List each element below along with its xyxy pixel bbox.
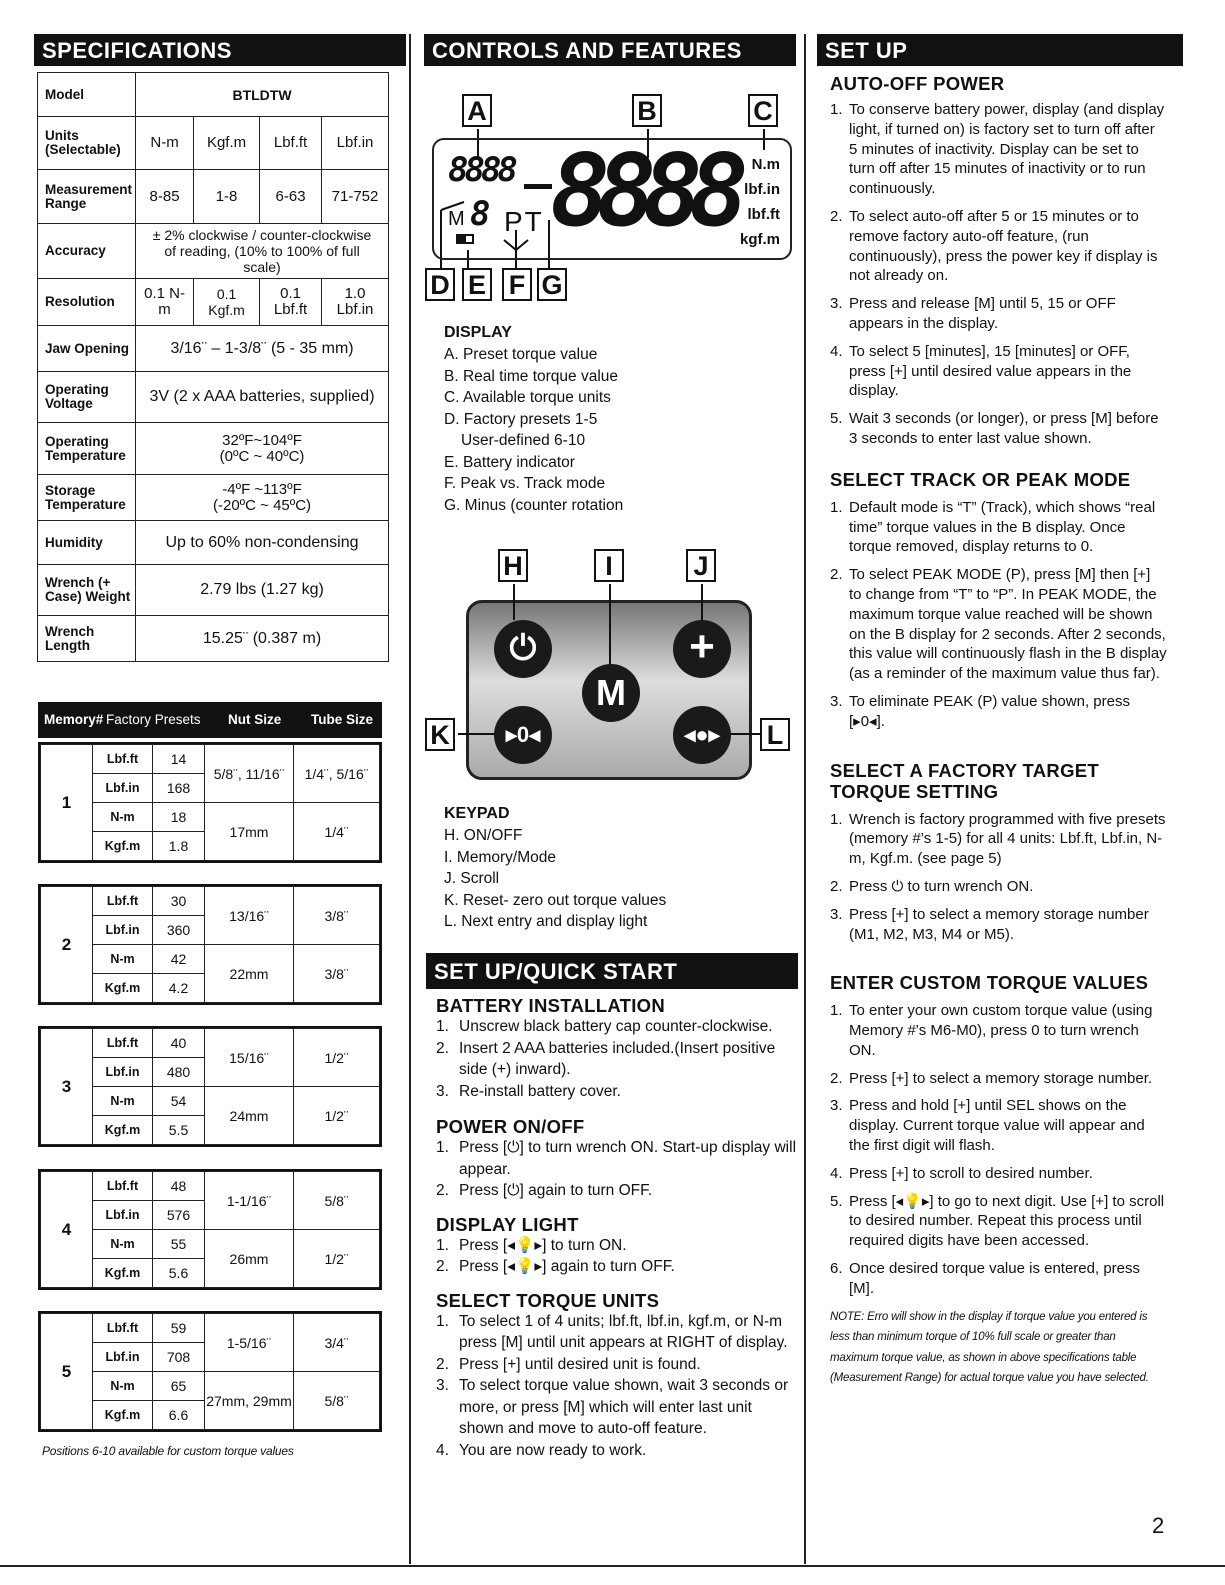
lcd-units: [740, 152, 780, 252]
custom-title: ENTER CUSTOM TORQUE VALUES: [830, 972, 1149, 994]
preset-value: 5.6: [153, 1259, 205, 1288]
step-item: [830, 692, 1167, 732]
step-item: [436, 1235, 798, 1257]
step-item: [830, 1192, 1167, 1251]
unit-label: Lbf.in: [93, 1343, 153, 1372]
spec-label: Storage Temperature: [38, 475, 136, 521]
spec-label: Humidity: [38, 521, 136, 565]
memory-number: 5: [41, 1314, 93, 1430]
step-number: 3.: [436, 1082, 449, 1100]
nut-size: 17mm: [205, 803, 294, 861]
nut-size: 1-5/16¨: [205, 1314, 294, 1372]
memory-number: 4: [41, 1172, 93, 1288]
step-number: 2.: [830, 207, 843, 225]
step-number: 2.: [436, 1182, 449, 1199]
display-title: DISPLAY: [444, 324, 512, 341]
tube-size: 5/8¨: [294, 1172, 380, 1230]
nut-size-header: Nut Size: [228, 712, 282, 727]
spec-value-line: 32ºF~104ºF: [222, 431, 302, 449]
spec-label: Resolution: [38, 279, 136, 326]
lcd-display: [432, 132, 792, 260]
step-number: 2.: [830, 877, 843, 895]
step-number: 1.: [830, 810, 843, 828]
preset-value: 480: [153, 1058, 205, 1087]
spec-value: 0.1 Kgf.m: [194, 279, 260, 326]
step-number: 6.: [830, 1260, 843, 1278]
legend-item: H. ON/OFF: [444, 827, 523, 844]
nut-size: 27mm, 29mm: [205, 1372, 294, 1430]
step-item: [436, 1081, 798, 1103]
step-item: [830, 1259, 1167, 1299]
spec-value: 3V (2 x AAA batteries, supplied): [136, 372, 389, 423]
step-item: [436, 1440, 798, 1462]
step-number: 1.: [436, 1018, 449, 1035]
step-number: 1.: [436, 1312, 449, 1330]
step-text: To eliminate PEAK (P) value shown, press [▸0◂].: [849, 692, 1130, 730]
legend-item: K. Reset- zero out torque values: [444, 891, 667, 909]
unit-label: N-m: [93, 1230, 153, 1259]
presets-header: Factory Presets: [106, 712, 201, 727]
legend-item: E. Battery indicator: [444, 453, 575, 471]
step-item: [436, 1137, 798, 1180]
step-item: [830, 207, 1167, 286]
setup-note: NOTE: Erro will show in the display if torque value you entered is less than minimum torque of 10% full scale or greater than maximum torque value, as shown in above specifications table (Measurement Range) for actual torque value you have selected.: [830, 1310, 1149, 1385]
label-a: A: [462, 94, 492, 127]
unit-label: Kgf.m: [93, 1401, 153, 1430]
preset-value: 708: [153, 1343, 205, 1372]
tube-size: 3/4¨: [294, 1314, 380, 1372]
nut-size: 15/16¨: [205, 1029, 294, 1087]
step-text: To enter your own custom torque value (using Memory #’s M6-M0), press 0 to turn wrench ON.: [849, 1002, 1153, 1059]
preset-value: 4.2: [153, 974, 205, 1003]
memory-number: 3: [41, 1029, 93, 1145]
spec-value: Lbf.in: [322, 117, 389, 170]
spec-label: Accuracy: [38, 224, 136, 279]
spec-label: Operating Temperature: [38, 423, 136, 475]
legend-item: User-defined 6-10: [461, 432, 586, 449]
step-number: 2.: [830, 566, 843, 584]
step-text: Press ⏻ to turn wrench ON.: [849, 877, 1034, 895]
step-text: Press [◂💡▸] to turn ON.: [459, 1236, 627, 1254]
label-i: I: [594, 549, 624, 582]
memory-number: 2: [41, 887, 93, 1003]
preset-value: 59: [153, 1314, 205, 1343]
step-text: To select auto-off after 5 or 15 minutes or to remove factory auto-off feature, (run continuously), press the power key if display is not already on.: [849, 207, 1158, 285]
preset-value: 40: [153, 1029, 205, 1058]
unit-label: Lbf.in: [93, 1058, 153, 1087]
step-item: [830, 1069, 1167, 1089]
step-item: [436, 1038, 798, 1081]
step-number: 4.: [436, 1441, 449, 1459]
step-text: Press [+] until desired unit is found.: [459, 1355, 701, 1373]
preset-value: 14: [153, 745, 205, 774]
unit-label: Lbf.ft: [93, 1172, 153, 1201]
preset-value: 48: [153, 1172, 205, 1201]
battery-title: BATTERY INSTALLATION: [436, 995, 666, 1016]
nut-size: 1-1/16¨: [205, 1172, 294, 1230]
lcd-peak-track: PT: [504, 206, 544, 237]
spec-label: Wrench Length: [38, 616, 136, 662]
step-item: [830, 498, 1167, 557]
legend-item: B. Real time torque value: [444, 367, 619, 385]
step-item: [436, 1256, 798, 1278]
keypad-legend: [444, 803, 784, 933]
step-text: Press [⏻] again to turn OFF.: [459, 1182, 653, 1199]
unit-label: Lbf.in: [93, 774, 153, 803]
lcd-small-digits: 8888: [448, 150, 514, 190]
track-title: SELECT TRACK OR PEAK MODE: [830, 468, 1131, 490]
step-text: Press [+] to select a memory storage number.: [849, 1069, 1153, 1087]
unit-label: Kgf.m: [93, 1116, 153, 1145]
tube-size: 1/4¨, 5/16¨: [294, 745, 380, 803]
preset-value: 18: [153, 803, 205, 832]
step-text: Press [◂💡▸] again to turn OFF.: [459, 1258, 675, 1275]
lcd-m-digit: 8: [470, 194, 491, 234]
battery-level: [458, 236, 466, 242]
nut-size: 5/8¨, 11/16¨: [205, 745, 294, 803]
step-number: 3.: [830, 295, 843, 313]
unit-label: N-m: [93, 1372, 153, 1401]
label-h: H: [498, 549, 528, 582]
label-j: J: [686, 549, 716, 582]
spec-value: 1-8: [194, 170, 260, 224]
unit-label: Lbf.in: [93, 1201, 153, 1230]
spec-label: Model: [38, 73, 136, 117]
step-number: 2.: [436, 1039, 449, 1057]
unit-label: Lbf.ft: [93, 887, 153, 916]
reset-zero-button[interactable]: ▸0◂: [494, 706, 552, 764]
lcd-big-digits: 8888: [550, 132, 735, 249]
spec-value: Lbf.ft: [260, 117, 322, 170]
step-number: 2.: [436, 1258, 449, 1275]
label-e: E: [462, 268, 492, 301]
preset-value: 42: [153, 945, 205, 974]
unit-label: Kgf.m: [93, 832, 153, 861]
quick-start-section: [426, 953, 798, 1461]
step-text: Unscrew black battery cap counter-clockwise.: [459, 1018, 773, 1035]
spec-value: 6-63: [260, 170, 322, 224]
nut-size: 13/16¨: [205, 887, 294, 945]
specifications-title: SPECIFICATIONS: [34, 34, 406, 66]
units-title: SELECT TORQUE UNITS: [436, 1289, 660, 1311]
page-number: 2: [1152, 1513, 1165, 1538]
step-number: 3.: [830, 692, 843, 710]
step-text: Press [⏻] to turn wrench ON. Start-up display will appear.: [459, 1139, 797, 1178]
step-item: [830, 294, 1167, 334]
step-number: 1.: [436, 1139, 449, 1156]
legend-item: I. Memory/Mode: [444, 848, 556, 866]
spec-value: 71-752: [322, 170, 389, 224]
specifications-section: [34, 34, 406, 662]
setup-section: [817, 34, 1183, 1389]
tube-size: 3/8¨: [294, 887, 380, 945]
spec-value-line: (0ºC ~ 40ºC): [219, 447, 305, 465]
spec-label: Measurement Range: [38, 170, 136, 224]
spec-value: 15.25¨ (0.387 m): [136, 616, 389, 662]
step-item: [830, 342, 1167, 401]
step-text: To select PEAK MODE (P), press [M] then [+] to change from “T” to “P”. In PEAK MODE, the maximum torque value reached will be shown on the B display for 2 seconds. After 2 seconds, this value will continuously flash in the B display (as a reminder of the maximum value thus far).: [849, 566, 1167, 683]
label-f: F: [502, 268, 532, 301]
step-item: [436, 1311, 798, 1354]
step-item: [830, 810, 1167, 869]
step-item: [436, 1354, 798, 1376]
step-number: 1.: [830, 498, 843, 516]
step-number: 1.: [830, 1002, 843, 1020]
step-text: Re-install battery cover.: [459, 1082, 621, 1100]
memory-number: 1: [41, 745, 93, 861]
spec-value: 0.1 Lbf.ft: [260, 279, 322, 326]
spec-label: Wrench (+ Case) Weight: [38, 565, 136, 616]
legend-item: D. Factory presets 1-5: [444, 410, 598, 428]
label-c: C: [748, 94, 778, 127]
legend-item: F. Peak vs. Track mode: [444, 475, 606, 492]
spec-value: Up to 60% non-condensing: [136, 521, 389, 565]
unit-label: N-m: [93, 1087, 153, 1116]
step-number: 4.: [830, 1164, 843, 1182]
battery-icon: [456, 234, 474, 244]
unit-label: Lbf.in: [93, 916, 153, 945]
nut-size: 24mm: [205, 1087, 294, 1145]
specifications-table: [37, 72, 389, 662]
keypad-diagram: [424, 548, 804, 788]
tube-size: 5/8¨: [294, 1372, 380, 1430]
step-item: [436, 1375, 798, 1440]
spec-value: 3/16¨ – 1-3/8¨ (5 - 35 mm): [136, 326, 389, 372]
spec-value-line: (-20ºC ~ 45ºC): [212, 496, 312, 514]
lcd-m-label: M: [448, 208, 465, 230]
spec-value: ± 2% clockwise / counter-clockwise of reading, (10% to 100% of full scale): [136, 224, 389, 279]
label-k: K: [425, 718, 455, 751]
spec-value: 2.79 lbs (1.27 kg): [136, 565, 389, 616]
step-number: 3.: [830, 1097, 843, 1115]
preset-value: 168: [153, 774, 205, 803]
step-item: [830, 905, 1167, 945]
controls-title: CONTROLS AND FEATURES: [424, 34, 796, 66]
step-item: [830, 1164, 1167, 1184]
spec-value: 1.0 Lbf.in: [322, 279, 389, 326]
quick-start-title: SET UP/QUICK START: [426, 953, 798, 989]
lcd-minus-sign: [524, 184, 552, 189]
spec-value: [136, 423, 389, 475]
step-text: Press [◂💡▸] to go to next digit. Use [+] to scroll to desired number. Repeat this process until required digits have been accessed.: [849, 1192, 1165, 1250]
step-text: Press [+] to scroll to desired number.: [849, 1164, 1093, 1182]
step-text: To select 1 of 4 units; lbf.ft, lbf.in, kgf.m, or N-m press [M] until unit appears at RIGHT of display.: [459, 1312, 788, 1351]
display-legend: [444, 322, 784, 516]
step-text: Once desired torque value is entered, press [M].: [849, 1260, 1140, 1297]
step-text: Default mode is “T” (Track), which shows “real time” torque values in the B display. Once torque removed, display returns to 0.: [849, 498, 1156, 556]
memory-presets-header: [38, 702, 382, 738]
step-number: 1.: [436, 1236, 449, 1254]
tube-size: 1/4¨: [294, 803, 380, 861]
memory-group: [38, 1026, 382, 1147]
step-text: Insert 2 AAA batteries included.(Insert positive side (+) inward).: [459, 1039, 776, 1078]
memory-footnote: Positions 6-10 available for custom torque values: [42, 1444, 294, 1458]
legend-item: C. Available torque units: [444, 389, 611, 406]
memory-header: Memory#: [44, 712, 104, 727]
unit-kgfm: kgf.m: [739, 231, 780, 248]
legend-item: G. Minus (counter rotation: [444, 496, 624, 514]
step-item: [436, 1016, 798, 1038]
preset-value: 360: [153, 916, 205, 945]
step-number: 5.: [830, 410, 843, 428]
spec-value: [136, 475, 389, 521]
tube-size: 3/8¨: [294, 945, 380, 1003]
unit-label: N-m: [93, 803, 153, 832]
legend-item: L. Next entry and display light: [444, 913, 648, 930]
mode-button[interactable]: M: [582, 664, 640, 722]
preset-value: 54: [153, 1087, 205, 1116]
step-number: 2.: [436, 1355, 449, 1373]
step-text: Wrench is factory programmed with five presets (memory #’s 1-5) for all 4 units: Lbf.ft, Lbf.in, N-m, Kgf.m. (see page 5): [849, 810, 1166, 868]
spec-value-line: -4ºF ~113ºF: [222, 480, 302, 498]
step-text: You are now ready to work.: [459, 1441, 647, 1459]
tube-size: 1/2¨: [294, 1230, 380, 1288]
step-item: [830, 565, 1167, 684]
step-text: Press and release [M] until 5, 15 or OFF appears in the display.: [849, 295, 1116, 332]
light-next-button[interactable]: ◂●▸: [673, 706, 731, 764]
unit-nm: N.m: [751, 156, 780, 173]
unit-label: Kgf.m: [93, 1259, 153, 1288]
step-item: [830, 877, 1167, 897]
factory-title: SELECT A FACTORY TARGET TORQUE SETTING: [830, 759, 1099, 802]
step-item: [830, 1096, 1167, 1155]
unit-label: N-m: [93, 945, 153, 974]
scroll-plus-button[interactable]: +: [673, 620, 731, 678]
unit-label: Lbf.ft: [93, 745, 153, 774]
step-item: [436, 1180, 798, 1202]
bottom-rule: [0, 1565, 1225, 1567]
preset-value: 1.8: [153, 832, 205, 861]
memory-group: [38, 1169, 382, 1290]
spec-label: Operating Voltage: [38, 372, 136, 423]
step-number: 1.: [830, 101, 843, 118]
legend-item: J. Scroll: [444, 870, 500, 887]
spec-value: Kgf.m: [194, 117, 260, 170]
step-number: 5.: [830, 1192, 843, 1210]
spec-value: N-m: [136, 117, 194, 170]
step-text: Press and hold [+] until SEL shows on the display. Current torque value will appear and the first digit will flash.: [849, 1097, 1145, 1155]
step-item: [830, 1001, 1167, 1060]
label-d: D: [425, 268, 455, 301]
tube-size: 1/2¨: [294, 1087, 380, 1145]
step-text: Wait 3 seconds (or longer), or press [M] before 3 seconds to enter last value shown.: [849, 410, 1159, 447]
unit-label: Lbf.ft: [93, 1029, 153, 1058]
preset-value: 5.5: [153, 1116, 205, 1145]
step-item: [830, 409, 1167, 449]
unit-label: Lbf.ft: [93, 1314, 153, 1343]
step-number: 3.: [830, 905, 843, 923]
preset-value: 6.6: [153, 1401, 205, 1430]
nut-size: 22mm: [205, 945, 294, 1003]
label-b: B: [632, 94, 662, 127]
step-text: Press [+] to select a memory storage number (M1, M2, M3, M4 or M5).: [849, 905, 1149, 943]
label-l: L: [760, 718, 790, 751]
preset-value: 576: [153, 1201, 205, 1230]
spec-label: Jaw Opening: [38, 326, 136, 372]
power-title: POWER ON/OFF: [436, 1116, 585, 1137]
tube-size: 1/2¨: [294, 1029, 380, 1087]
memory-group: [38, 742, 382, 863]
step-item: [830, 100, 1167, 199]
unit-lbfft: lbf.ft: [747, 206, 780, 223]
setup-title: SET UP: [817, 34, 1183, 66]
preset-value: 30: [153, 887, 205, 916]
step-number: 4.: [830, 342, 843, 360]
spec-value: 8-85: [136, 170, 194, 224]
spec-value: 0.1 N-m: [136, 279, 194, 326]
spec-value: BTLDTW: [136, 73, 389, 117]
step-text: To select 5 [minutes], 15 [minutes] or OFF, press [+] until desired value appears in the display.: [849, 342, 1132, 400]
keypad-title: KEYPAD: [444, 805, 510, 822]
step-text: To select torque value shown, wait 3 seconds or more, or press [M] which will enter last unit shown and move to auto-off feature.: [459, 1377, 789, 1437]
legend-item: A. Preset torque value: [444, 346, 598, 363]
autooff-title: AUTO-OFF POWER: [830, 73, 1005, 94]
preset-value: 55: [153, 1230, 205, 1259]
lcd-diagram: [424, 90, 804, 305]
step-text: To conserve battery power, display (and display light, if turned on) is factory set to turn off after 5 minutes of inactivity. Display can be set to turn off after 15 minutes of inactivity or to run continuously.: [849, 101, 1165, 198]
step-number: 2.: [830, 1069, 843, 1087]
nut-size: 26mm: [205, 1230, 294, 1288]
tube-size-header: Tube Size: [311, 712, 374, 727]
light-title: DISPLAY LIGHT: [436, 1213, 579, 1235]
unit-label: Kgf.m: [93, 974, 153, 1003]
memory-group: [38, 884, 382, 1005]
label-g: G: [537, 268, 567, 301]
column-divider-right: [804, 34, 806, 1564]
unit-lbfin: lbf.in: [744, 181, 780, 198]
column-divider-left: [409, 34, 411, 1564]
power-button[interactable]: ⏻: [494, 620, 552, 678]
spec-label: Units (Selectable): [38, 117, 136, 170]
memory-group: [38, 1311, 382, 1432]
preset-value: 65: [153, 1372, 205, 1401]
step-number: 3.: [436, 1377, 449, 1394]
